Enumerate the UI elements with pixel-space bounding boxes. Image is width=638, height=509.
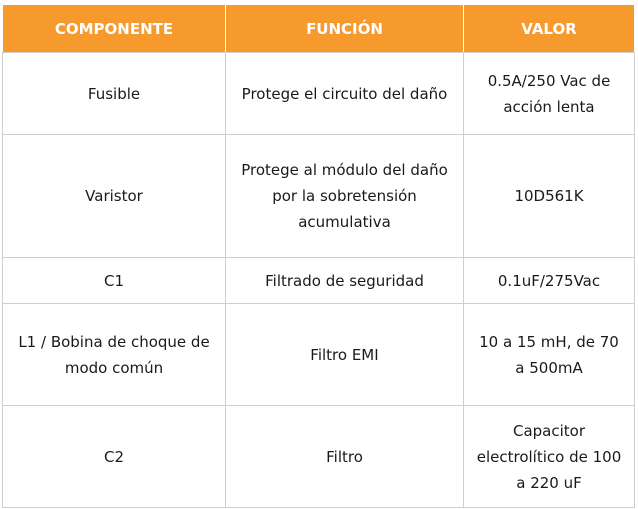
cell-funcion: Protege al módulo del daño por la sobretensión acumulativa — [226, 135, 464, 258]
cell-valor: 0.1uF/275Vac — [464, 258, 635, 304]
cell-valor: 10D561K — [464, 135, 635, 258]
table-row — [3, 304, 635, 406]
cell-valor: 10 a 15 mH, de 70 a 500mA — [464, 304, 635, 406]
table-row — [3, 135, 635, 258]
table-row — [3, 53, 635, 135]
cell-componente: L1 / Bobina de choque de modo común — [3, 304, 226, 406]
header-componente: COMPONENTE — [3, 5, 226, 53]
component-table-container — [2, 4, 635, 508]
header-valor: VALOR — [464, 5, 635, 53]
cell-componente: Varistor — [3, 135, 226, 258]
cell-funcion: Filtrado de seguridad — [226, 258, 464, 304]
component-table — [2, 4, 635, 508]
cell-funcion: Filtro — [226, 406, 464, 508]
cell-funcion: Filtro EMI — [226, 304, 464, 406]
cell-funcion: Protege el circuito del daño — [226, 53, 464, 135]
cell-valor: 0.5A/250 Vac de acción lenta — [464, 53, 635, 135]
table-row — [3, 258, 635, 304]
table-row — [3, 406, 635, 508]
cell-componente: C2 — [3, 406, 226, 508]
table-body — [3, 53, 635, 508]
header-row — [3, 5, 635, 53]
cell-valor: Capacitor electrolítico de 100 a 220 uF — [464, 406, 635, 508]
header-funcion: FUNCIÓN — [226, 5, 464, 53]
cell-componente: C1 — [3, 258, 226, 304]
cell-componente: Fusible — [3, 53, 226, 135]
table-header — [3, 5, 635, 53]
